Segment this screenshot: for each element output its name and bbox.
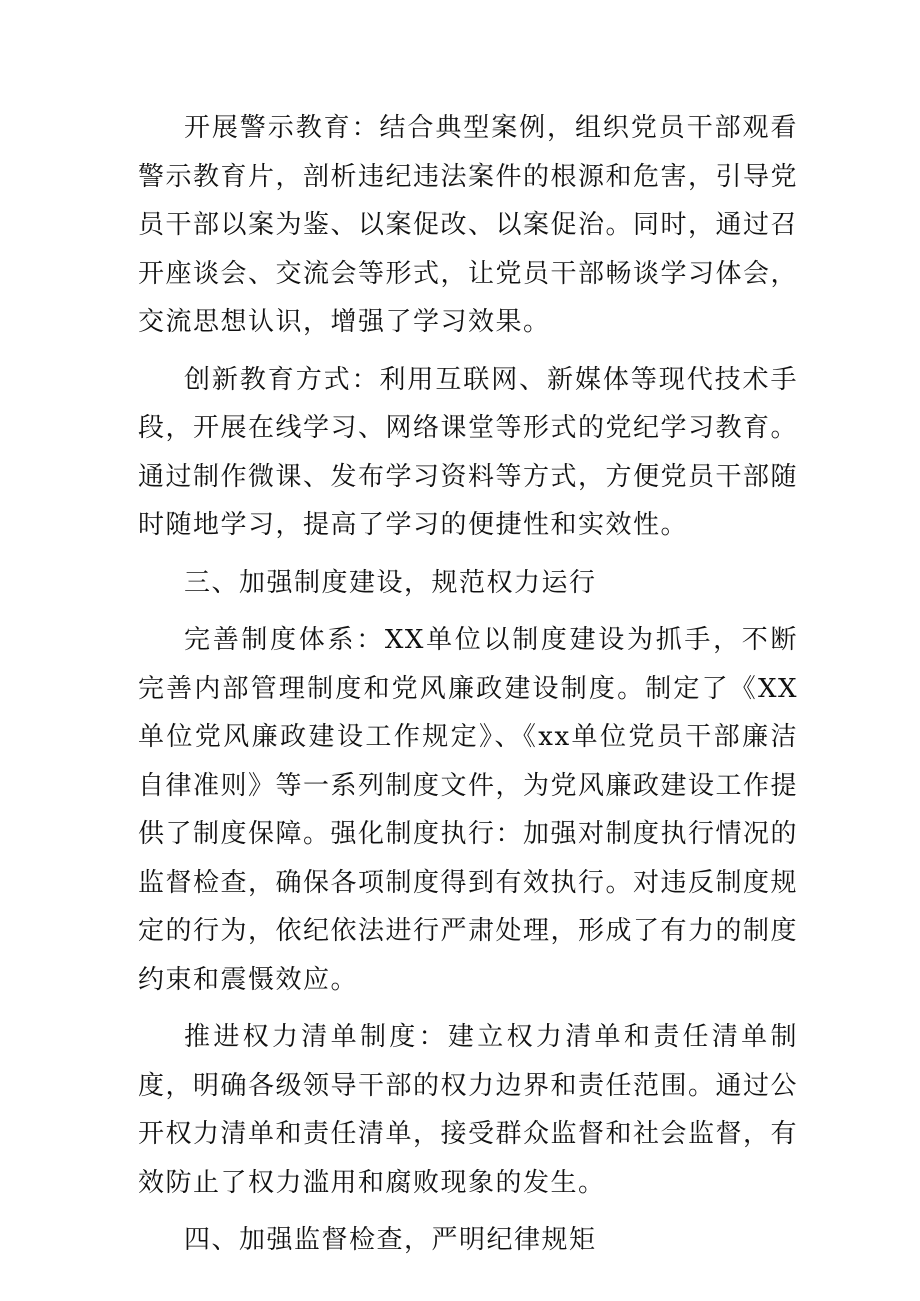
paragraph-warning-education: 开展警示教育：结合典型案例，组织党员干部观看警示教育片，剖析违纪违法案件的根源和危害，引导党员干部以案为鉴、以案促改、以案促治。同时，通过召开座谈会、交流会等形式，让党员干部畅谈学习体会，交流思想认识，增强了学习效果。 (138, 113, 799, 337)
paragraph-power-list: 推进权力清单制度：建立权力清单和责任清单制度，明确各级领导干部的权力边界和责任范围。通过公开权力清单和责任清单，接受群众监督和社会监督，有效防止了权力滥用和腐败现象的发生。 (138, 1022, 799, 1198)
paragraph-system-building: 完善制度体系：XX单位以制度建设为抓手，不断完善内部管理制度和党风廉政建设制度。制定了《XX单位党风廉政建设工作规定》、《xx单位党员干部廉洁自律准则》等一系列制度文件，为党风廉政建设工作提供了制度保障。强化制度执行：加强对制度执行情况的监督检查，确保各项制度得到有效执行。对违反制度规定的行为，依纪依法进行严肃处理，形成了有力的制度约束和震慑效应。 (138, 625, 799, 995)
document-body (138, 104, 798, 1274)
section-heading-4: 四、加强监督检查，严明纪律规矩 (184, 1225, 597, 1255)
section-heading-3: 三、加强制度建设，规范权力运行 (184, 567, 597, 598)
paragraph-innovative-education: 创新教育方式：利用互联网、新媒体等现代技术手段，开展在线学习、网络课堂等形式的党纪学习教育。通过制作微课、发布学习资料等方式，方便党员干部随时随地学习，提高了学习的便捷性和实效性。 (138, 364, 799, 540)
